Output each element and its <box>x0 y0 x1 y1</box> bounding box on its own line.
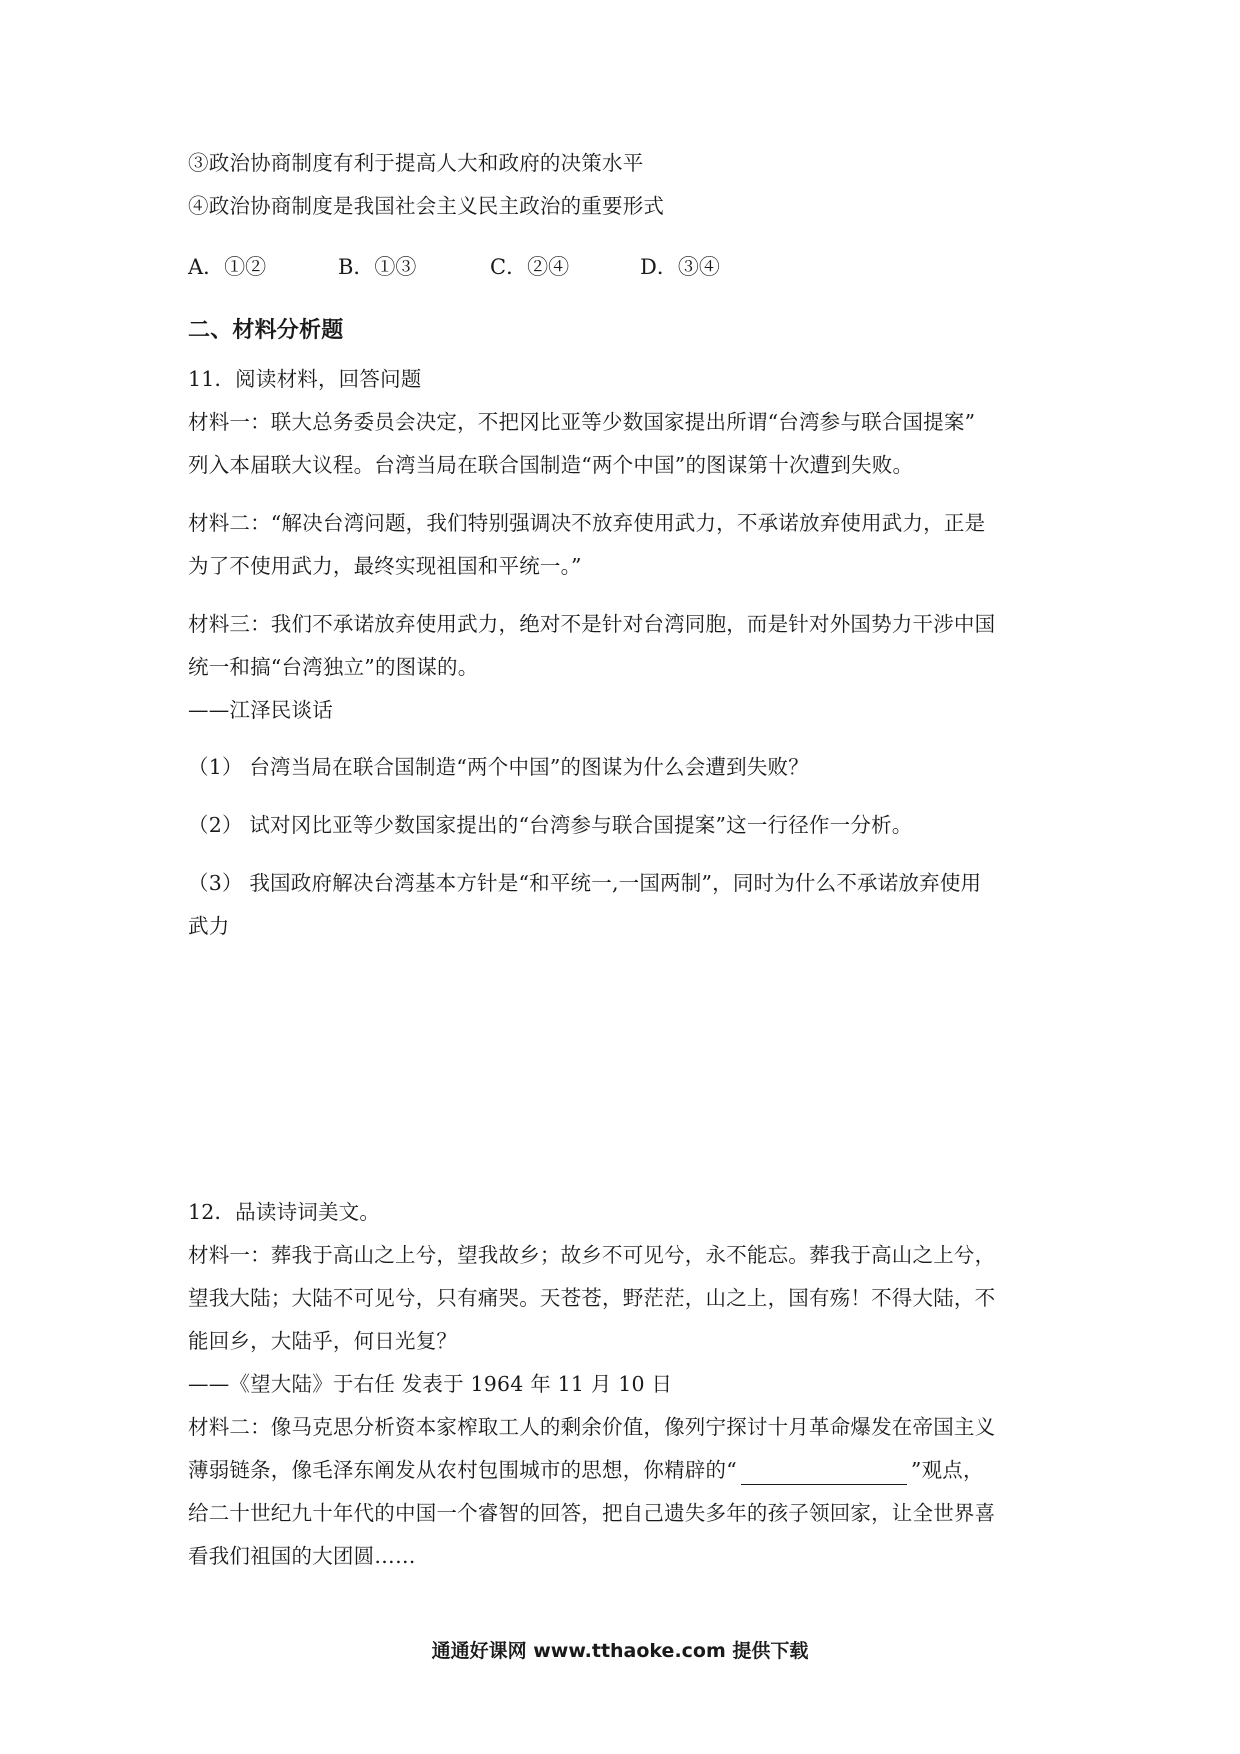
footer-download-note: 通通好课网 www.tthaoke.com 提供下载 <box>431 1640 809 1662</box>
q11-sub-question-2: （2） 试对冈比亚等少数国家提出的“台湾参与联合国提案”这一行径作一分析。 <box>188 813 913 837</box>
q12-material-1-line-3: 能回乡，大陆乎，何日光复？ <box>188 1329 458 1353</box>
option-d: D．③④ <box>640 255 720 279</box>
q12-material-2-line-2 <box>188 1455 984 1485</box>
q11-title: 11．阅读材料，回答问题 <box>188 367 422 391</box>
q11-source: ——江泽民谈话 <box>188 698 333 722</box>
q11-material-1-line-2: 列入本届联大议程。台湾当局在联合国制造“两个中国”的图谋第十次遭到失败。 <box>188 453 914 477</box>
option-b: B．①③ <box>338 255 417 279</box>
q12-material-2-line-1: 材料二：像马克思分析资本家榨取工人的剩余价值，像列宁探讨十月革命爆发在帝国主义 <box>188 1415 996 1439</box>
q11-sub-question-3-line-1: （3） 我国政府解决台湾基本方针是“和平统一,一国两制”，同时为什么不承诺放弃使用 <box>188 871 982 895</box>
option-c: C．②④ <box>490 255 570 279</box>
q11-material-3-line-2: 统一和搞“台湾独立”的图谋的。 <box>188 655 479 679</box>
q11-material-2-line-2: 为了不使用武力，最终实现祖国和平统一。” <box>188 554 582 578</box>
q11-material-1-line-1: 材料一：联大总务委员会决定，不把冈比亚等少数国家提出所谓“台湾参与联合国提案” <box>188 410 976 434</box>
q11-sub-question-3-line-2: 武力 <box>188 914 230 938</box>
q12-material-1-line-2: 望我大陆；大陆不可见兮，只有痛哭。天苍苍，野茫茫，山之上，国有殇！不得大陆，不 <box>188 1286 996 1310</box>
fill-in-blank[interactable] <box>741 1462 907 1485</box>
q12-material-1-line-1: 材料一：葬我于高山之上兮，望我故乡；故乡不可见兮，永不能忘。葬我于高山之上兮， <box>188 1243 996 1267</box>
q11-material-2-line-1: 材料二：“解决台湾问题，我们特别强调决不放弃使用武力，不承诺放弃使用武力，正是 <box>188 511 986 535</box>
q12-material-2-line-4: 看我们祖国的大团圆…… <box>188 1544 416 1568</box>
q12-material-2-line-2-tail: ”观点， <box>910 1458 984 1482</box>
q11-sub-question-1: （1） 台湾当局在联合国制造“两个中国”的图谋为什么会遭到失败？ <box>188 755 809 779</box>
q11-material-3-line-1: 材料三：我们不承诺放弃使用武力，绝对不是针对台湾同胞，而是针对外国势力干涉中国 <box>188 612 996 636</box>
q12-title: 12．品读诗词美文。 <box>188 1200 381 1224</box>
q12-material-2-line-3: 给二十世纪九十年代的中国一个睿智的回答，把自己遗失多年的孩子领回家，让全世界喜 <box>188 1501 996 1525</box>
section-heading: 二、材料分析题 <box>188 318 344 343</box>
statement-3: ③政治协商制度有利于提高人大和政府的决策水平 <box>188 151 644 175</box>
option-a: A．①② <box>188 255 267 279</box>
q12-material-2-line-2-text: 薄弱链条，像毛泽东阐发从农村包围城市的思想，你精辟的“ <box>188 1458 737 1482</box>
q12-source: ——《望大陆》于右任 发表于 1964 年 11 月 10 日 <box>188 1372 673 1396</box>
statement-4: ④政治协商制度是我国社会主义民主政治的重要形式 <box>188 194 665 218</box>
